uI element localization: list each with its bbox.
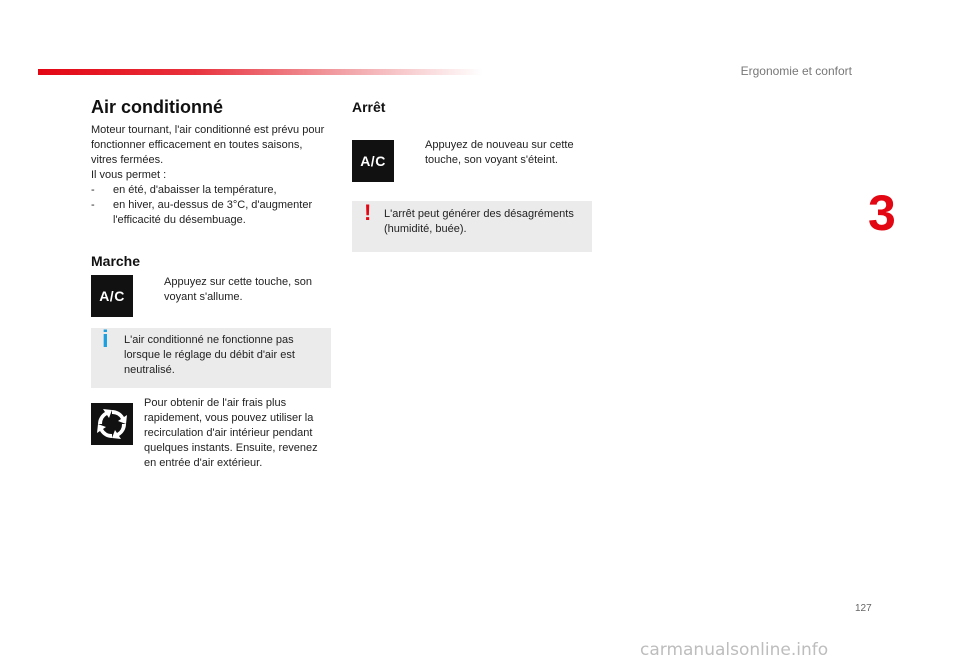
info-note: i L'air conditionné ne fonctionne pas lorsque le réglage du débit d'air est neutralisé.	[91, 328, 331, 388]
page-title: Air conditionné	[91, 97, 223, 117]
info-icon: i	[102, 326, 109, 353]
header-accent-bar	[38, 69, 483, 75]
list-item: - en hiver, au-dessus de 3°C, d'augmenter l'efficacité du désembuage.	[91, 199, 313, 226]
bullet-list	[91, 183, 331, 228]
warning-note: ! L'arrêt peut générer des désagréments (humidité, buée).	[352, 201, 592, 252]
recirculation-text: Pour obtenir de l'air frais plus rapidement, vous pouvez utiliser la recirculation d'air intérieur pendant quelques instants. Ensuite, revenez en entrée d'air extérieur.	[144, 397, 318, 469]
watermark: carmanualsonline.info	[640, 640, 829, 660]
marche-step: Appuyez sur cette touche, son voyant s'allume.	[164, 276, 312, 303]
intro-allows: Il vous permet :	[91, 169, 167, 181]
ac-button-image: A/C	[352, 140, 394, 182]
warning-icon: !	[364, 200, 372, 225]
ac-button-image: A/C	[91, 275, 133, 317]
chapter-number: 3	[868, 185, 896, 241]
intro-text	[91, 123, 331, 228]
marche-heading: Marche	[91, 253, 141, 269]
page-number: 127	[855, 603, 872, 614]
arret-step: Appuyez de nouveau sur cette touche, son voyant s'éteint.	[425, 139, 574, 166]
list-item: - en été, d'abaisser la température,	[91, 184, 277, 196]
recirculation-arrows-icon	[95, 407, 129, 441]
section-title: Ergonomie et confort	[740, 64, 852, 78]
intro-paragraph: Moteur tournant, l'air conditionné est prévu pour fonctionner efficacement en toutes saisons, vitres fermées.	[91, 124, 325, 166]
arret-heading: Arrêt	[352, 99, 386, 115]
recirculation-icon	[91, 403, 133, 445]
